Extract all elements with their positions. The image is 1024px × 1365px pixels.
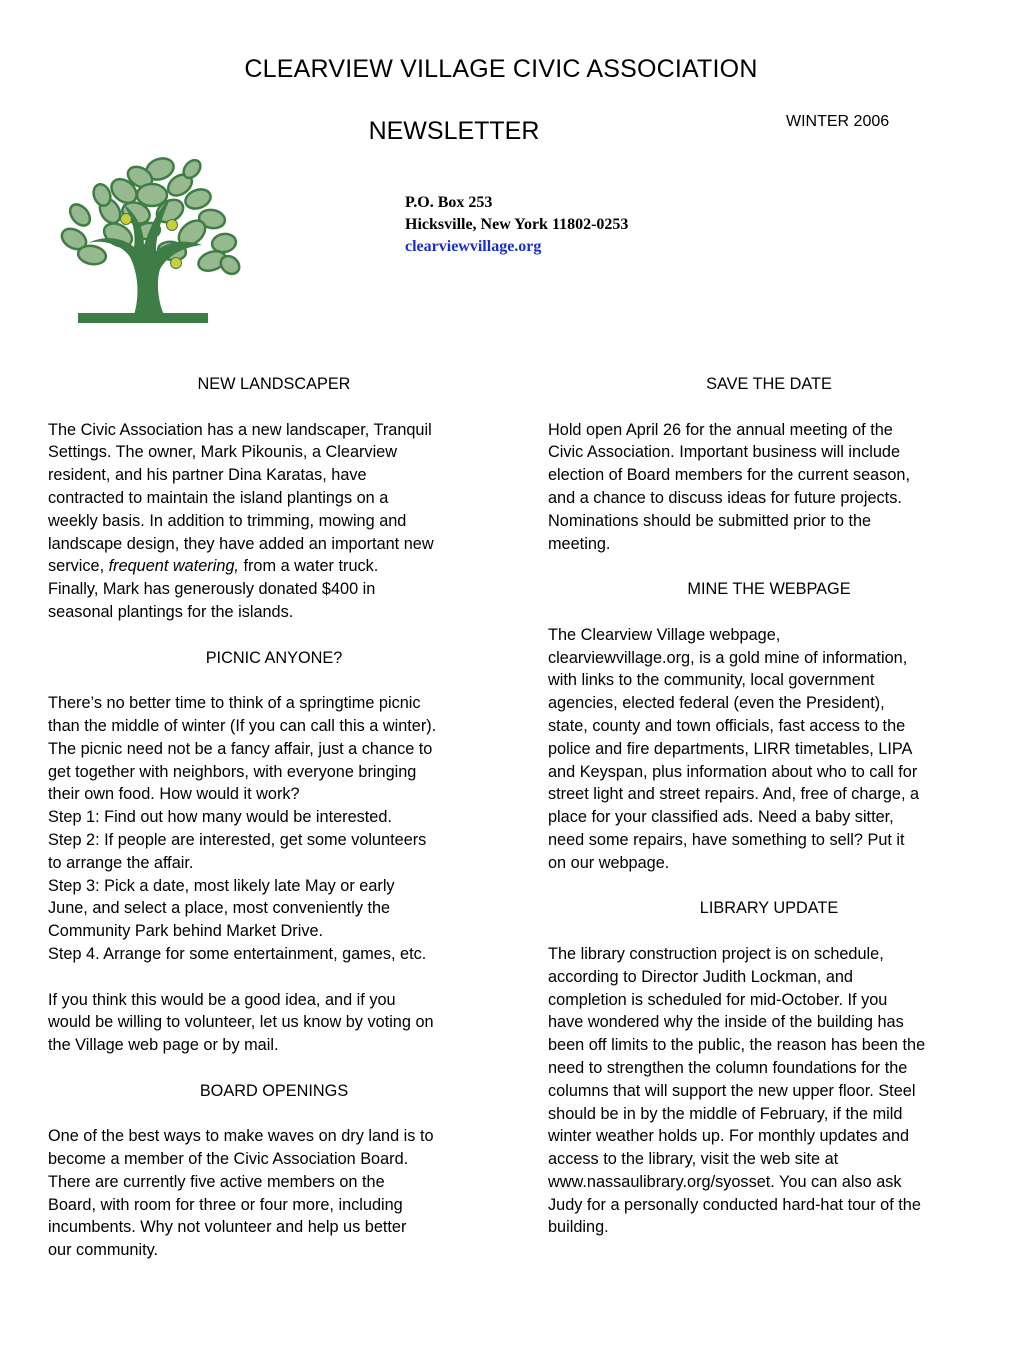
text-line: The Civic Association has a new landscaper, Tranquil xyxy=(48,420,432,439)
text-line: place for your classified ads. Need a baby sitter, xyxy=(548,808,894,827)
picnic-body xyxy=(48,692,500,966)
text-line: The library construction project is on schedule, xyxy=(548,944,884,963)
issue-season: WINTER 2006 xyxy=(786,113,890,130)
picnic-heading: PICNIC ANYONE? xyxy=(205,648,343,667)
mine-the-webpage-heading: MINE THE WEBPAGE xyxy=(687,580,851,599)
service-prefix: service, xyxy=(48,557,109,576)
board-openings-body xyxy=(48,1125,500,1262)
text-line: contracted to maintain the island plantings on a xyxy=(48,488,389,507)
text-line: should be in by the middle of February, if the mild xyxy=(548,1104,903,1123)
text-line: Nominations should be submitted prior to the xyxy=(548,511,872,530)
text-line: seasonal plantings for the islands. xyxy=(48,602,294,621)
text-line: completion is scheduled for mid-October. If you xyxy=(548,990,888,1009)
right-column xyxy=(548,373,990,1239)
library-update-body xyxy=(548,943,990,1239)
mine-the-webpage-body xyxy=(548,624,990,875)
text-line: The picnic need not be a fancy affair, just a chance to xyxy=(48,739,433,758)
tree-icon xyxy=(52,155,242,327)
text-line: than the middle of winter (If you can call this a winter). xyxy=(48,716,437,735)
text-line: need to strengthen the column foundations for the xyxy=(548,1058,908,1077)
text-line: Settings. The owner, Mark Pikounis, a Clearview xyxy=(48,443,397,462)
text-line: incumbents. Why not volunteer and help us better xyxy=(48,1218,407,1237)
picnic-closing xyxy=(48,989,500,1057)
service-suffix: from a water truck. xyxy=(238,557,379,576)
text-line: Step 4. Arrange for some entertainment, games, etc. xyxy=(48,944,427,963)
text-line: building. xyxy=(548,1218,609,1237)
text-line: according to Director Judith Lockman, and xyxy=(548,967,853,986)
text-line xyxy=(48,555,500,578)
text-line: become a member of the Civic Association Board. xyxy=(48,1150,409,1169)
text-line: on our webpage. xyxy=(548,853,670,872)
text-line: get together with neighbors, with everyone bringing xyxy=(48,762,417,781)
save-the-date-body xyxy=(548,419,990,556)
text-line: the Village web page or by mail. xyxy=(48,1036,279,1055)
text-line: state, county and town officials, fast access to the xyxy=(548,716,906,735)
text-line: and a chance to discuss ideas for future projects. xyxy=(548,488,902,507)
new-landscaper-body xyxy=(48,419,500,624)
mailing-address xyxy=(405,192,628,258)
text-line: There are currently five active members on the xyxy=(48,1172,385,1191)
text-line: weekly basis. In addition to trimming, mowing and xyxy=(48,511,407,530)
text-line: with links to the community, local government xyxy=(548,671,875,690)
text-line: Board, with room for three or four more, including xyxy=(48,1195,403,1214)
text-line: clearviewvillage.org, is a gold mine of information, xyxy=(548,648,908,667)
text-line: agencies, elected federal (even the President), xyxy=(548,694,885,713)
po-box: P.O. Box 253 xyxy=(405,194,493,211)
text-line: One of the best ways to make waves on dry land is to xyxy=(48,1127,434,1146)
text-line: www.nassaulibrary.org/syosset. You can also ask xyxy=(548,1172,902,1191)
text-line: resident, and his partner Dina Karatas, have xyxy=(48,466,367,485)
text-line: their own food. How would it work? xyxy=(48,785,300,804)
save-the-date-heading: SAVE THE DATE xyxy=(706,375,832,393)
newsletter-title: CLEARVIEW VILLAGE CIVIC ASSOCIATION xyxy=(244,55,758,83)
text-line: The Clearview Village webpage, xyxy=(548,625,781,644)
text-line: and Keyspan, plus information about who to call for xyxy=(548,762,918,781)
text-line: If you think this would be a good idea, and if you xyxy=(48,990,396,1009)
text-line: Step 2: If people are interested, get some volunteers xyxy=(48,830,427,849)
text-line: June, and select a place, most conveniently the xyxy=(48,899,391,918)
text-line: our community. xyxy=(48,1241,159,1260)
text-line: would be willing to volunteer, let us know by voting on xyxy=(48,1013,434,1032)
text-line: need some repairs, have something to sell? Put it xyxy=(548,830,905,849)
text-line: street light and street repairs. And, free of charge, a xyxy=(548,785,920,804)
website-link[interactable]: clearviewvillage.org xyxy=(405,238,542,255)
board-openings-heading: BOARD OPENINGS xyxy=(199,1081,349,1100)
text-line: There’s no better time to think of a springtime picnic xyxy=(48,694,421,713)
text-line: Finally, Mark has generously donated $400 in xyxy=(48,580,376,599)
text-line: Community Park behind Market Drive. xyxy=(48,922,324,941)
text-line: Civic Association. Important business will include xyxy=(548,443,901,462)
text-line: landscape design, they have added an important new xyxy=(48,534,434,553)
text-line: columns that will support the new upper floor. Steel xyxy=(548,1081,916,1100)
text-line: Step 3: Pick a date, most likely late May or early xyxy=(48,876,395,895)
service-emphasis: frequent watering, xyxy=(108,557,239,576)
new-landscaper-heading: NEW LANDSCAPER xyxy=(197,375,351,393)
text-line: to arrange the affair. xyxy=(48,853,194,872)
text-line: election of Board members for the current season, xyxy=(548,466,910,485)
text-line: meeting. xyxy=(548,534,611,553)
text-line: Judy for a personally conducted hard-hat tour of the xyxy=(548,1195,921,1214)
text-line: winter weather holds up. For monthly updates and xyxy=(548,1127,910,1146)
text-line: access to the library, visit the web site at xyxy=(548,1150,839,1169)
text-line: Hold open April 26 for the annual meeting of the xyxy=(548,420,893,439)
text-line: Step 1: Find out how many would be interested. xyxy=(48,808,392,827)
text-line: have wondered why the inside of the building has xyxy=(548,1013,904,1032)
newsletter-subtitle: NEWSLETTER xyxy=(368,117,540,145)
city-line: Hicksville, New York 11802-0253 xyxy=(405,216,629,233)
text-line: police and fire departments, LIRR timetables, LIPA xyxy=(548,739,913,758)
text-line: been off limits to the public, the reason has been the xyxy=(548,1036,926,1055)
left-column xyxy=(48,373,500,1262)
library-update-heading: LIBRARY UPDATE xyxy=(699,899,839,918)
